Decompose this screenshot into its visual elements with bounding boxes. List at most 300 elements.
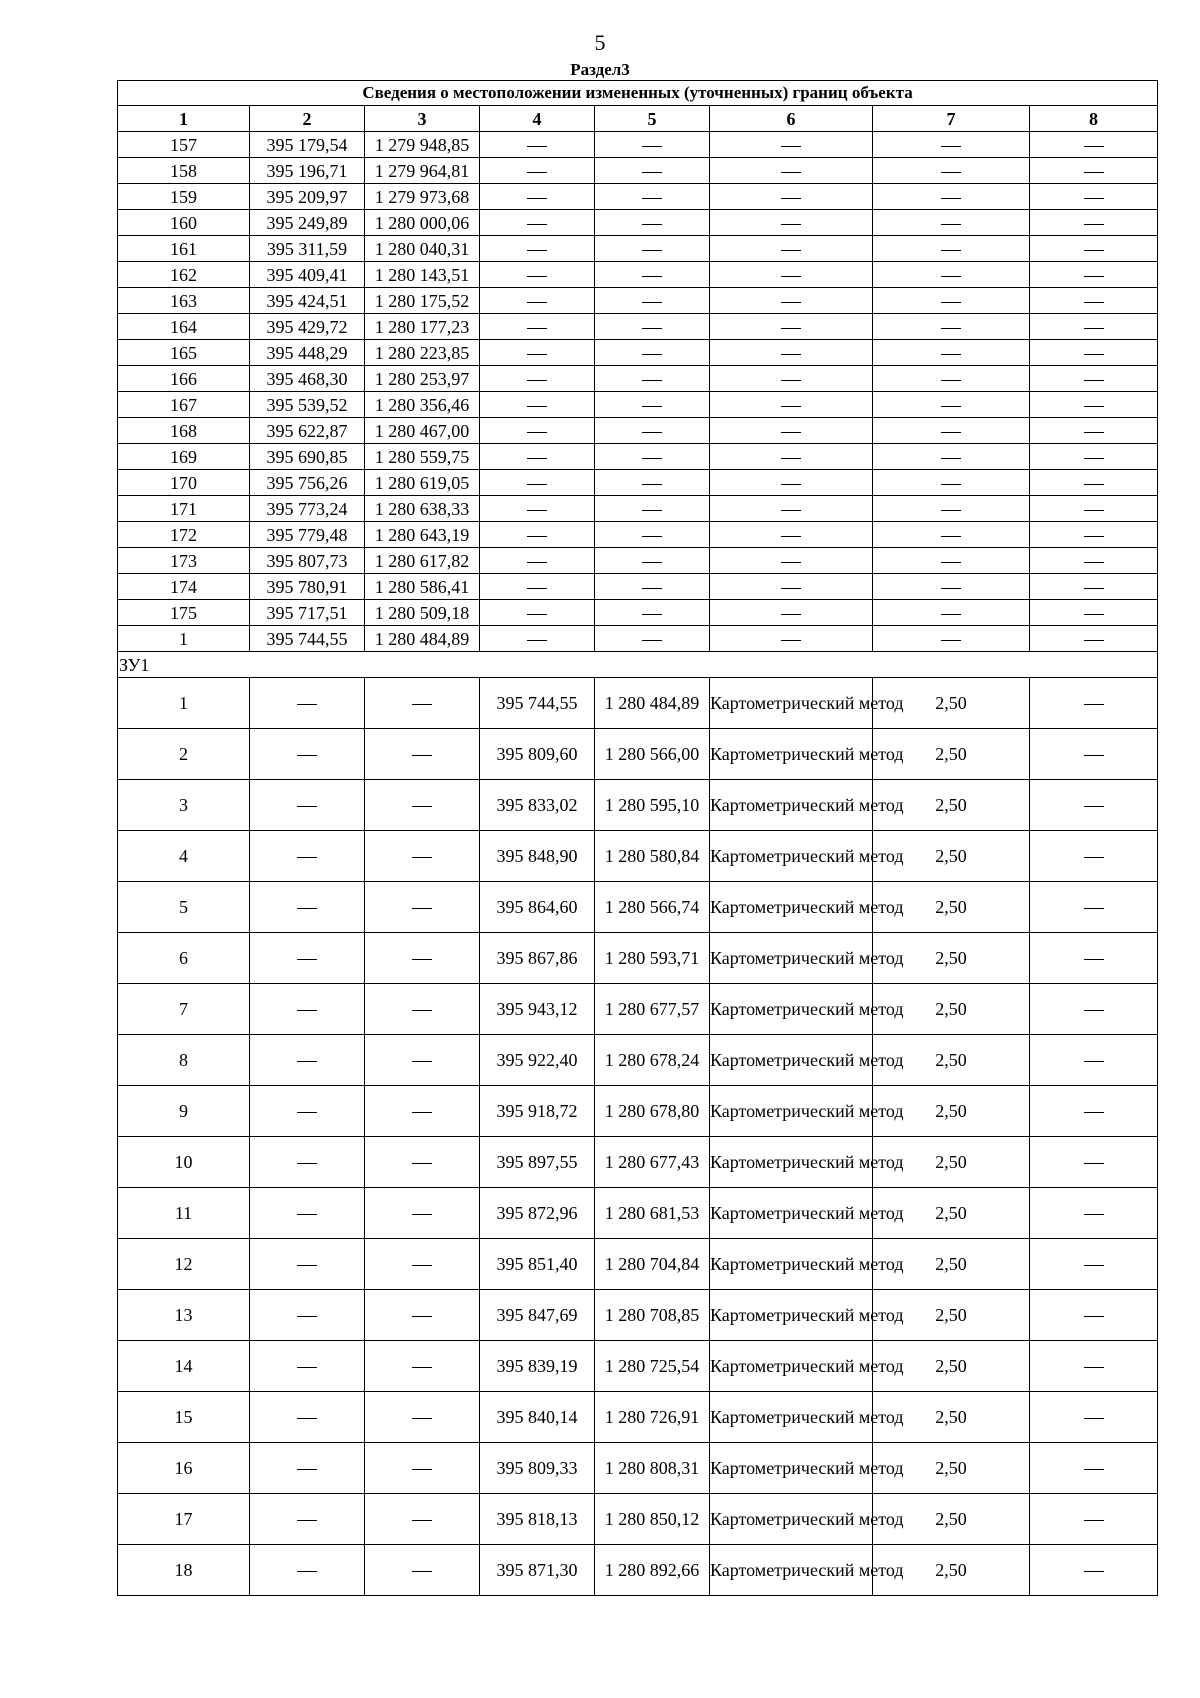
empty-cell	[365, 1137, 480, 1188]
zone-section	[118, 652, 1158, 678]
dash-mark	[1084, 224, 1104, 225]
dash-mark	[1084, 1571, 1104, 1572]
existing-x: 395 807,73	[250, 548, 365, 574]
table-row	[118, 210, 1158, 236]
section-title: Раздел3	[570, 60, 630, 79]
new-y: 1 280 726,91	[595, 1392, 710, 1443]
dash-mark	[642, 198, 662, 199]
determination-method: Картометрический метод	[710, 1239, 873, 1290]
dash-mark	[781, 406, 801, 407]
new-x: 395 943,12	[480, 984, 595, 1035]
empty-cell	[595, 626, 710, 652]
table-row	[118, 933, 1158, 984]
empty-cell	[595, 236, 710, 262]
table-row	[118, 522, 1158, 548]
empty-cell	[1030, 678, 1158, 729]
table-row	[118, 184, 1158, 210]
dash-mark	[527, 250, 547, 251]
empty-cell	[1030, 780, 1158, 831]
empty-cell	[1030, 522, 1158, 548]
table-row	[118, 470, 1158, 496]
table-row	[118, 1443, 1158, 1494]
new-x: 395 809,33	[480, 1443, 595, 1494]
dash-mark	[781, 380, 801, 381]
dash-mark	[941, 484, 961, 485]
table-row	[118, 1137, 1158, 1188]
existing-points-section	[118, 132, 1158, 652]
table-row	[118, 626, 1158, 652]
empty-cell	[480, 626, 595, 652]
empty-cell	[250, 1290, 365, 1341]
empty-cell	[1030, 210, 1158, 236]
empty-cell	[710, 288, 873, 314]
dash-mark	[781, 484, 801, 485]
empty-cell	[710, 210, 873, 236]
empty-cell	[710, 574, 873, 600]
existing-y: 1 280 467,00	[365, 418, 480, 444]
accuracy-value: 2,50	[873, 780, 1030, 831]
dash-mark	[412, 857, 432, 858]
empty-cell	[595, 470, 710, 496]
empty-cell	[365, 1443, 480, 1494]
dash-mark	[412, 959, 432, 960]
dash-mark	[527, 172, 547, 173]
dash-mark	[781, 172, 801, 173]
empty-cell	[1030, 1392, 1158, 1443]
dash-mark	[1084, 857, 1104, 858]
dash-mark	[1084, 172, 1104, 173]
point-number: 8	[118, 1035, 250, 1086]
dash-mark	[642, 406, 662, 407]
empty-cell	[480, 262, 595, 288]
new-y: 1 280 704,84	[595, 1239, 710, 1290]
determination-method: Картометрический метод	[710, 1392, 873, 1443]
empty-cell	[1030, 1239, 1158, 1290]
point-number: 164	[118, 314, 250, 340]
point-number: 16	[118, 1443, 250, 1494]
empty-cell	[250, 1392, 365, 1443]
dash-mark	[527, 302, 547, 303]
new-y: 1 280 808,31	[595, 1443, 710, 1494]
empty-cell	[250, 1341, 365, 1392]
boundary-coordinates-table	[117, 80, 1158, 1596]
accuracy-value: 2,50	[873, 1443, 1030, 1494]
table-row	[118, 236, 1158, 262]
dash-mark	[642, 510, 662, 511]
empty-cell	[595, 184, 710, 210]
empty-cell	[1030, 933, 1158, 984]
dash-mark	[941, 406, 961, 407]
point-number: 12	[118, 1239, 250, 1290]
empty-cell	[1030, 444, 1158, 470]
new-x: 395 872,96	[480, 1188, 595, 1239]
dash-mark	[781, 328, 801, 329]
dash-mark	[527, 276, 547, 277]
empty-cell	[595, 600, 710, 626]
empty-cell	[365, 1239, 480, 1290]
point-number: 18	[118, 1545, 250, 1596]
dash-mark	[642, 614, 662, 615]
existing-y: 1 280 040,31	[365, 236, 480, 262]
empty-cell	[1030, 132, 1158, 158]
empty-cell	[710, 262, 873, 288]
dash-mark	[642, 432, 662, 433]
dash-mark	[642, 380, 662, 381]
dash-mark	[941, 588, 961, 589]
empty-cell	[710, 548, 873, 574]
empty-cell	[595, 132, 710, 158]
dash-mark	[297, 1316, 317, 1317]
dash-mark	[412, 1265, 432, 1266]
dash-mark	[1084, 302, 1104, 303]
dash-mark	[781, 510, 801, 511]
determination-method: Картометрический метод	[710, 780, 873, 831]
page-number: 5	[594, 30, 606, 55]
new-x: 395 897,55	[480, 1137, 595, 1188]
empty-cell	[1030, 1188, 1158, 1239]
dash-mark	[642, 640, 662, 641]
existing-y: 1 280 586,41	[365, 574, 480, 600]
point-number: 5	[118, 882, 250, 933]
point-number: 172	[118, 522, 250, 548]
table-row	[118, 780, 1158, 831]
empty-cell	[365, 1035, 480, 1086]
dash-mark	[297, 908, 317, 909]
determination-method: Картометрический метод	[710, 1035, 873, 1086]
accuracy-value: 2,50	[873, 933, 1030, 984]
empty-cell	[595, 210, 710, 236]
new-x: 395 809,60	[480, 729, 595, 780]
existing-y: 1 280 559,75	[365, 444, 480, 470]
table-row	[118, 1341, 1158, 1392]
dash-mark	[1084, 562, 1104, 563]
new-y: 1 280 566,00	[595, 729, 710, 780]
accuracy-value: 2,50	[873, 831, 1030, 882]
existing-x: 395 249,89	[250, 210, 365, 236]
table-row	[118, 496, 1158, 522]
empty-cell	[873, 210, 1030, 236]
table-row	[118, 1188, 1158, 1239]
new-y: 1 280 681,53	[595, 1188, 710, 1239]
table-row	[118, 132, 1158, 158]
dash-mark	[412, 1469, 432, 1470]
existing-x: 395 311,59	[250, 236, 365, 262]
dash-mark	[1084, 588, 1104, 589]
table-row	[118, 574, 1158, 600]
dash-mark	[941, 302, 961, 303]
empty-cell	[710, 418, 873, 444]
dash-mark	[1084, 354, 1104, 355]
table-row	[118, 1239, 1158, 1290]
empty-cell	[480, 574, 595, 600]
new-x: 395 833,02	[480, 780, 595, 831]
point-number: 171	[118, 496, 250, 522]
empty-cell	[595, 366, 710, 392]
empty-cell	[480, 548, 595, 574]
point-number: 1	[118, 678, 250, 729]
new-y: 1 280 708,85	[595, 1290, 710, 1341]
dash-mark	[1084, 1061, 1104, 1062]
empty-cell	[480, 236, 595, 262]
dash-mark	[781, 302, 801, 303]
accuracy-value: 2,50	[873, 1494, 1030, 1545]
table-row	[118, 984, 1158, 1035]
empty-cell	[595, 444, 710, 470]
dash-mark	[781, 614, 801, 615]
point-number: 161	[118, 236, 250, 262]
dash-mark	[412, 1112, 432, 1113]
point-number: 11	[118, 1188, 250, 1239]
empty-cell	[710, 470, 873, 496]
empty-cell	[480, 340, 595, 366]
empty-cell	[1030, 1443, 1158, 1494]
empty-cell	[250, 1137, 365, 1188]
dash-mark	[781, 562, 801, 563]
determination-method: Картометрический метод	[710, 1137, 873, 1188]
dash-mark	[642, 224, 662, 225]
table-row	[118, 600, 1158, 626]
dash-mark	[412, 1010, 432, 1011]
determination-method: Картометрический метод	[710, 831, 873, 882]
dash-mark	[941, 380, 961, 381]
existing-y: 1 280 638,33	[365, 496, 480, 522]
dash-mark	[1084, 328, 1104, 329]
empty-cell	[1030, 184, 1158, 210]
empty-cell	[480, 288, 595, 314]
empty-cell	[710, 496, 873, 522]
empty-cell	[1030, 1545, 1158, 1596]
new-x: 395 851,40	[480, 1239, 595, 1290]
empty-cell	[250, 1494, 365, 1545]
dash-mark	[297, 1418, 317, 1419]
accuracy-value: 2,50	[873, 1086, 1030, 1137]
empty-cell	[595, 314, 710, 340]
empty-cell	[250, 780, 365, 831]
empty-cell	[1030, 418, 1158, 444]
new-y: 1 280 677,57	[595, 984, 710, 1035]
empty-cell	[480, 366, 595, 392]
dash-mark	[527, 406, 547, 407]
empty-cell	[365, 1494, 480, 1545]
accuracy-value: 2,50	[873, 1341, 1030, 1392]
dash-mark	[1084, 959, 1104, 960]
empty-cell	[480, 158, 595, 184]
existing-x: 395 779,48	[250, 522, 365, 548]
dash-mark	[941, 536, 961, 537]
existing-x: 395 424,51	[250, 288, 365, 314]
existing-x: 395 622,87	[250, 418, 365, 444]
empty-cell	[710, 236, 873, 262]
empty-cell	[710, 184, 873, 210]
new-x: 395 864,60	[480, 882, 595, 933]
point-number: 13	[118, 1290, 250, 1341]
empty-cell	[250, 1443, 365, 1494]
new-x: 395 744,55	[480, 678, 595, 729]
column-number: 8	[1030, 106, 1158, 132]
dash-mark	[941, 432, 961, 433]
table-row	[118, 1545, 1158, 1596]
existing-x: 395 717,51	[250, 600, 365, 626]
column-number: 6	[710, 106, 873, 132]
accuracy-value: 2,50	[873, 1290, 1030, 1341]
empty-cell	[1030, 1341, 1158, 1392]
existing-x: 395 448,29	[250, 340, 365, 366]
dash-mark	[941, 250, 961, 251]
dash-mark	[297, 704, 317, 705]
dash-mark	[412, 704, 432, 705]
existing-y: 1 280 643,19	[365, 522, 480, 548]
dash-mark	[527, 224, 547, 225]
dash-mark	[781, 588, 801, 589]
empty-cell	[1030, 288, 1158, 314]
dash-mark	[527, 510, 547, 511]
empty-cell	[595, 522, 710, 548]
table-row	[118, 158, 1158, 184]
new-x: 395 867,86	[480, 933, 595, 984]
dash-mark	[297, 806, 317, 807]
point-number: 170	[118, 470, 250, 496]
existing-x: 395 780,91	[250, 574, 365, 600]
dash-mark	[781, 536, 801, 537]
point-number: 169	[118, 444, 250, 470]
point-number: 162	[118, 262, 250, 288]
dash-mark	[412, 1571, 432, 1572]
empty-cell	[250, 933, 365, 984]
empty-cell	[480, 470, 595, 496]
empty-cell	[873, 184, 1030, 210]
point-number: 6	[118, 933, 250, 984]
accuracy-value: 2,50	[873, 1188, 1030, 1239]
empty-cell	[480, 314, 595, 340]
determination-method: Картометрический метод	[710, 678, 873, 729]
dash-mark	[297, 1265, 317, 1266]
empty-cell	[1030, 262, 1158, 288]
empty-cell	[250, 984, 365, 1035]
dash-mark	[941, 276, 961, 277]
determination-method: Картометрический метод	[710, 882, 873, 933]
empty-cell	[1030, 340, 1158, 366]
empty-cell	[365, 729, 480, 780]
existing-y: 1 280 177,23	[365, 314, 480, 340]
empty-cell	[480, 600, 595, 626]
existing-x: 395 756,26	[250, 470, 365, 496]
dash-mark	[642, 536, 662, 537]
empty-cell	[710, 626, 873, 652]
dash-mark	[1084, 908, 1104, 909]
empty-cell	[873, 522, 1030, 548]
dash-mark	[297, 1469, 317, 1470]
dash-mark	[297, 755, 317, 756]
existing-x: 395 429,72	[250, 314, 365, 340]
existing-y: 1 280 617,82	[365, 548, 480, 574]
point-number: 15	[118, 1392, 250, 1443]
dash-mark	[297, 1214, 317, 1215]
accuracy-value: 2,50	[873, 729, 1030, 780]
dash-mark	[1084, 1265, 1104, 1266]
empty-cell	[1030, 729, 1158, 780]
existing-y: 1 280 484,89	[365, 626, 480, 652]
dash-mark	[1084, 458, 1104, 459]
determination-method: Картометрический метод	[710, 984, 873, 1035]
new-x: 395 847,69	[480, 1290, 595, 1341]
empty-cell	[710, 600, 873, 626]
existing-y: 1 279 973,68	[365, 184, 480, 210]
point-number: 1	[118, 626, 250, 652]
empty-cell	[595, 418, 710, 444]
table-row	[118, 882, 1158, 933]
table-row	[118, 548, 1158, 574]
empty-cell	[1030, 1290, 1158, 1341]
empty-cell	[873, 548, 1030, 574]
dash-mark	[1084, 406, 1104, 407]
empty-cell	[250, 678, 365, 729]
dash-mark	[527, 640, 547, 641]
table-row	[118, 1035, 1158, 1086]
empty-cell	[1030, 1035, 1158, 1086]
dash-mark	[781, 354, 801, 355]
empty-cell	[250, 729, 365, 780]
point-number: 3	[118, 780, 250, 831]
determination-method: Картометрический метод	[710, 1443, 873, 1494]
dash-mark	[1084, 250, 1104, 251]
table-row	[118, 418, 1158, 444]
empty-cell	[250, 1239, 365, 1290]
empty-cell	[1030, 882, 1158, 933]
new-y: 1 280 725,54	[595, 1341, 710, 1392]
point-number: 160	[118, 210, 250, 236]
empty-cell	[1030, 831, 1158, 882]
dash-mark	[297, 959, 317, 960]
new-x: 395 871,30	[480, 1545, 595, 1596]
dash-mark	[1084, 276, 1104, 277]
table-caption: Сведения о местоположении измененных (уточненных) границ объекта	[118, 81, 1158, 106]
dash-mark	[642, 354, 662, 355]
dash-mark	[642, 328, 662, 329]
new-y: 1 280 678,24	[595, 1035, 710, 1086]
dash-mark	[1084, 536, 1104, 537]
dash-mark	[297, 1061, 317, 1062]
determination-method: Картометрический метод	[710, 1188, 873, 1239]
dash-mark	[1084, 1163, 1104, 1164]
dash-mark	[941, 640, 961, 641]
dash-mark	[1084, 146, 1104, 147]
point-number: 175	[118, 600, 250, 626]
accuracy-value: 2,50	[873, 882, 1030, 933]
dash-mark	[527, 354, 547, 355]
dash-mark	[412, 1214, 432, 1215]
new-x: 395 918,72	[480, 1086, 595, 1137]
table-row	[118, 831, 1158, 882]
existing-y: 1 280 619,05	[365, 470, 480, 496]
dash-mark	[412, 1316, 432, 1317]
empty-cell	[1030, 236, 1158, 262]
empty-cell	[710, 366, 873, 392]
accuracy-value: 2,50	[873, 1035, 1030, 1086]
dash-mark	[412, 806, 432, 807]
empty-cell	[1030, 548, 1158, 574]
table-row	[118, 1290, 1158, 1341]
empty-cell	[1030, 314, 1158, 340]
new-y: 1 280 484,89	[595, 678, 710, 729]
new-x: 395 840,14	[480, 1392, 595, 1443]
empty-cell	[873, 470, 1030, 496]
new-y: 1 280 850,12	[595, 1494, 710, 1545]
empty-cell	[873, 418, 1030, 444]
dash-mark	[941, 172, 961, 173]
dash-mark	[527, 328, 547, 329]
column-number: 7	[873, 106, 1030, 132]
new-points-section	[118, 678, 1158, 1596]
